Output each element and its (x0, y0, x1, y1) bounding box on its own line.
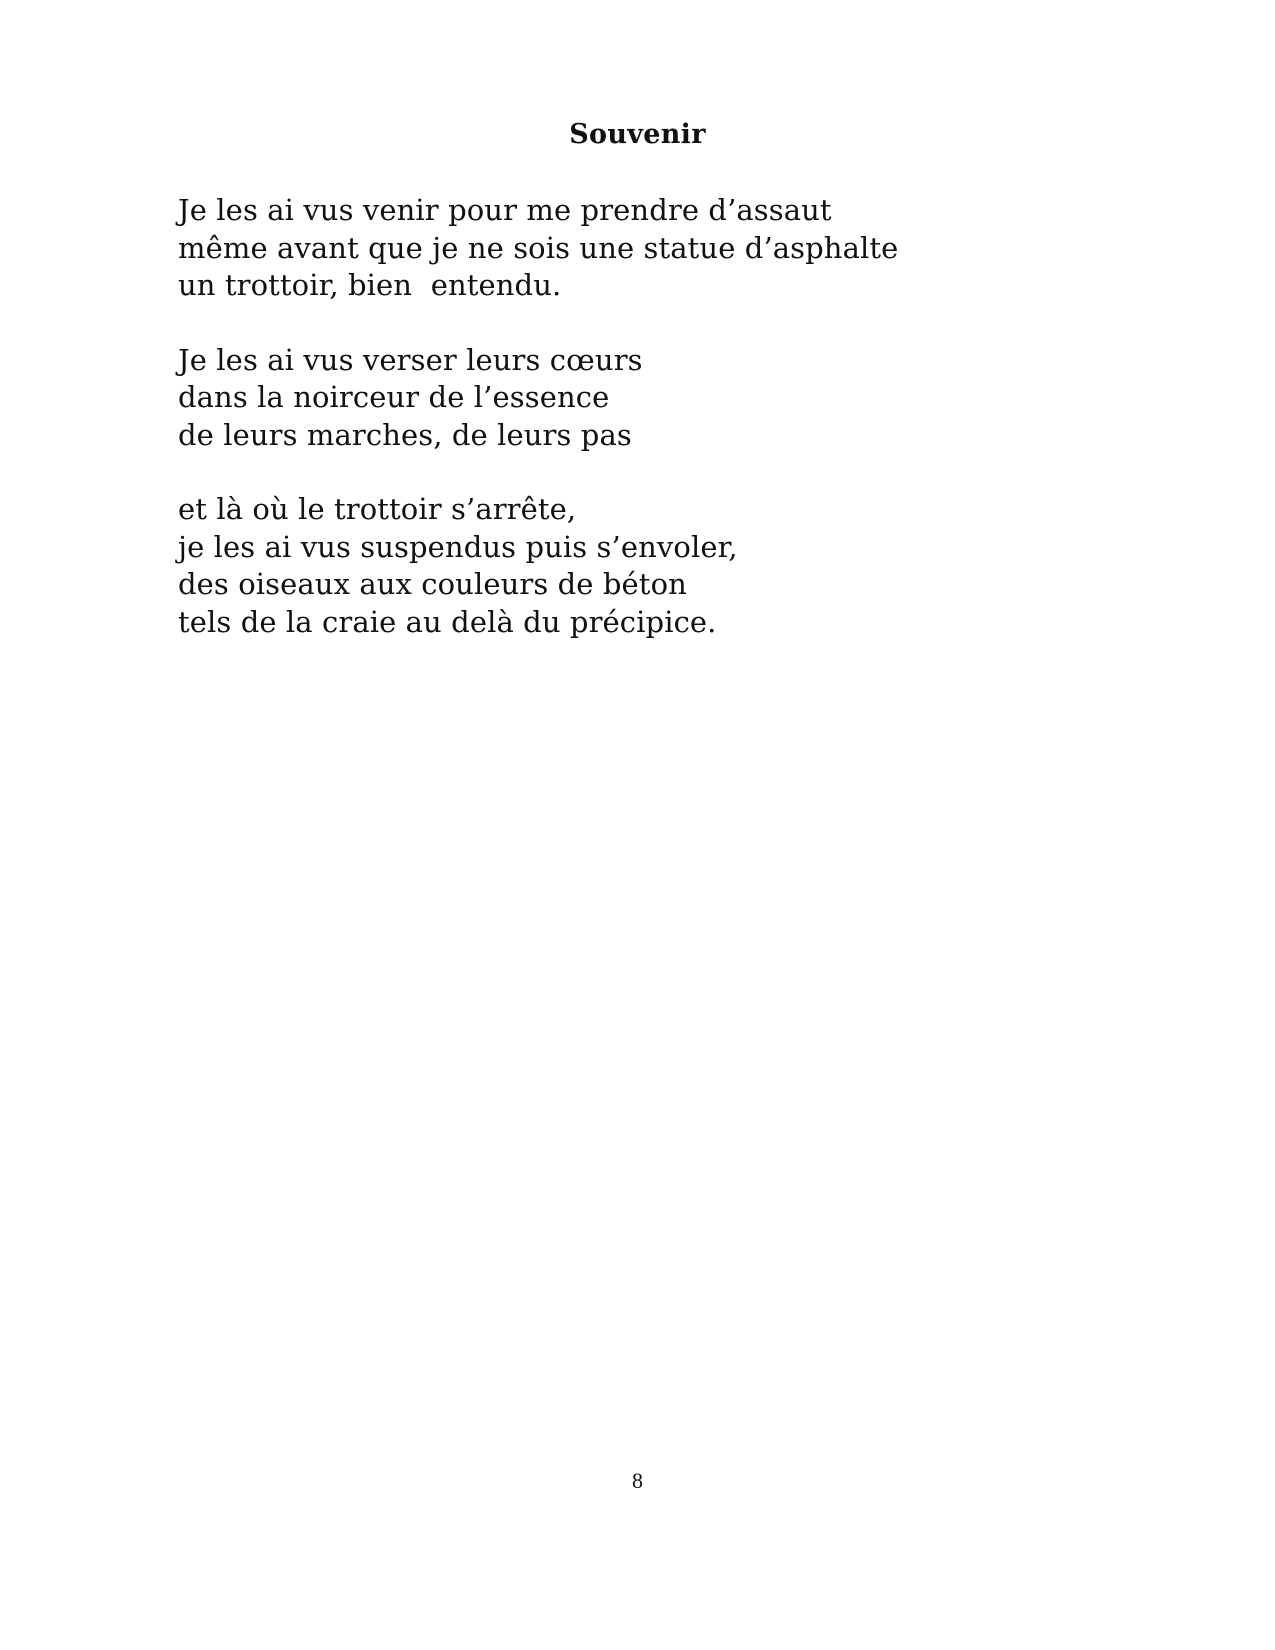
poem-title: Souvenir (569, 119, 706, 150)
poem-body (178, 192, 1078, 678)
poem-line: des oiseaux aux couleurs de béton (178, 567, 687, 601)
poem-line: Je les ai vus verser leurs cœurs (178, 342, 643, 377)
stanza-3 (178, 491, 1078, 641)
poem-line: même avant que je ne sois une statue d’asphalte (178, 230, 899, 265)
poem-line: tels de la craie au delà du précipice. (178, 604, 717, 639)
poem-line: je les ai vus suspendus puis s’envoler, (178, 529, 738, 564)
page-number: 8 (632, 1468, 643, 1493)
poem-line: Je les ai vus venir pour me prendre d’assaut (178, 193, 832, 227)
poem-line: et là où le trottoir s’arrête, (178, 492, 577, 526)
stanza-2 (178, 342, 1078, 455)
poem-line: de leurs marches, de leurs pas (178, 417, 632, 452)
poem-line: dans la noirceur de l’essence (178, 380, 610, 414)
poem-line: un trottoir, bien entendu. (178, 268, 562, 302)
stanza-1 (178, 192, 1078, 305)
